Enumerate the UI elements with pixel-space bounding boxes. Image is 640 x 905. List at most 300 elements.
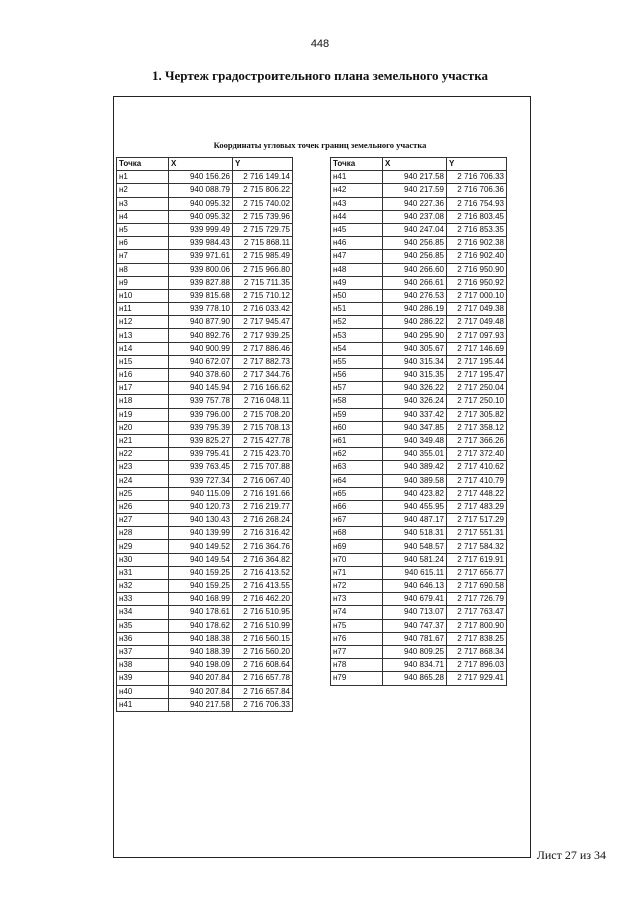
y-cell: 2 717 838.25 [447, 632, 507, 645]
x-cell: 940 326.24 [383, 395, 447, 408]
x-cell: 940 247.04 [383, 223, 447, 236]
x-cell: 939 825.27 [169, 434, 233, 447]
table-row [117, 369, 293, 382]
y-cell: 2 716 657.84 [233, 685, 293, 698]
coordinates-table-left [116, 157, 293, 712]
table-row [117, 421, 293, 434]
x-cell: 939 800.06 [169, 263, 233, 276]
point-cell: н55 [331, 355, 383, 368]
table-row [331, 527, 507, 540]
point-cell: н66 [331, 500, 383, 513]
point-cell: н69 [331, 540, 383, 553]
x-cell: 940 389.58 [383, 474, 447, 487]
y-cell: 2 715 729.75 [233, 223, 293, 236]
table-row [331, 553, 507, 566]
point-cell: н73 [331, 593, 383, 606]
table-row [331, 316, 507, 329]
y-cell: 2 717 800.90 [447, 619, 507, 632]
y-cell: 2 717 448.22 [447, 487, 507, 500]
x-cell: 940 156.26 [169, 171, 233, 184]
y-cell: 2 715 423.70 [233, 448, 293, 461]
x-cell: 940 389.42 [383, 461, 447, 474]
y-cell: 2 717 896.03 [447, 659, 507, 672]
coordinates-table-right [330, 157, 507, 686]
table-row [331, 659, 507, 672]
x-cell: 940 188.39 [169, 645, 233, 658]
y-cell: 2 715 710.12 [233, 289, 293, 302]
x-cell: 940 672.07 [169, 355, 233, 368]
point-cell: н29 [117, 540, 169, 553]
table-row [117, 461, 293, 474]
point-cell: н18 [117, 395, 169, 408]
point-cell: н65 [331, 487, 383, 500]
table-row [117, 645, 293, 658]
header-y: Y [447, 158, 507, 171]
point-cell: н59 [331, 408, 383, 421]
table-row [117, 303, 293, 316]
table-row [117, 395, 293, 408]
point-cell: н7 [117, 250, 169, 263]
table-row [117, 263, 293, 276]
table-row [117, 342, 293, 355]
x-cell: 939 815.68 [169, 289, 233, 302]
table-row [117, 210, 293, 223]
x-cell: 940 217.58 [383, 171, 447, 184]
x-cell: 940 646.13 [383, 580, 447, 593]
x-cell: 940 149.52 [169, 540, 233, 553]
x-cell: 940 326.22 [383, 382, 447, 395]
point-cell: н20 [117, 421, 169, 434]
point-cell: н78 [331, 659, 383, 672]
y-cell: 2 717 410.79 [447, 474, 507, 487]
table-row [117, 659, 293, 672]
table-row [331, 171, 507, 184]
y-cell: 2 717 344.76 [233, 369, 293, 382]
y-cell: 2 717 146.69 [447, 342, 507, 355]
point-cell: н40 [117, 685, 169, 698]
point-cell: н1 [117, 171, 169, 184]
table-row [117, 698, 293, 711]
y-cell: 2 716 413.52 [233, 566, 293, 579]
table-row [117, 448, 293, 461]
table-row [331, 540, 507, 553]
x-cell: 940 120.73 [169, 500, 233, 513]
x-cell: 940 139.99 [169, 527, 233, 540]
x-cell: 940 168.99 [169, 593, 233, 606]
table-row [331, 421, 507, 434]
y-cell: 2 716 560.20 [233, 645, 293, 658]
point-cell: н17 [117, 382, 169, 395]
table-row [331, 645, 507, 658]
point-cell: н75 [331, 619, 383, 632]
x-cell: 940 295.90 [383, 329, 447, 342]
y-cell: 2 717 372.40 [447, 448, 507, 461]
x-cell: 940 095.32 [169, 210, 233, 223]
x-cell: 940 188.38 [169, 632, 233, 645]
table-row [117, 184, 293, 197]
x-cell: 940 355.01 [383, 448, 447, 461]
y-cell: 2 716 950.92 [447, 276, 507, 289]
x-cell: 940 518.31 [383, 527, 447, 540]
table-row [117, 580, 293, 593]
x-cell: 940 276.53 [383, 289, 447, 302]
point-cell: н72 [331, 580, 383, 593]
point-cell: н28 [117, 527, 169, 540]
point-cell: н51 [331, 303, 383, 316]
point-cell: н45 [331, 223, 383, 236]
table-row [331, 487, 507, 500]
table-row [117, 329, 293, 342]
point-cell: н70 [331, 553, 383, 566]
y-cell: 2 717 551.31 [447, 527, 507, 540]
x-cell: 939 795.41 [169, 448, 233, 461]
header-x: X [169, 158, 233, 171]
point-cell: н25 [117, 487, 169, 500]
x-cell: 939 757.78 [169, 395, 233, 408]
y-cell: 2 717 049.48 [447, 316, 507, 329]
table-row [117, 593, 293, 606]
table-row [331, 197, 507, 210]
y-cell: 2 716 706.33 [233, 698, 293, 711]
table-row [331, 237, 507, 250]
x-cell: 940 217.59 [383, 184, 447, 197]
table-row [117, 685, 293, 698]
y-cell: 2 717 000.10 [447, 289, 507, 302]
point-cell: н34 [117, 606, 169, 619]
point-cell: н68 [331, 527, 383, 540]
point-cell: н54 [331, 342, 383, 355]
x-cell: 940 615.11 [383, 566, 447, 579]
table-row [117, 250, 293, 263]
table-row [117, 500, 293, 513]
y-cell: 2 717 366.26 [447, 434, 507, 447]
y-cell: 2 717 939.25 [233, 329, 293, 342]
x-cell: 940 237.08 [383, 210, 447, 223]
point-cell: н42 [331, 184, 383, 197]
y-cell: 2 715 711.35 [233, 276, 293, 289]
y-cell: 2 716 048.11 [233, 395, 293, 408]
point-cell: н27 [117, 514, 169, 527]
x-cell: 940 159.25 [169, 566, 233, 579]
point-cell: н12 [117, 316, 169, 329]
y-cell: 2 717 619.91 [447, 553, 507, 566]
x-cell: 940 088.79 [169, 184, 233, 197]
table-row [331, 342, 507, 355]
point-cell: н57 [331, 382, 383, 395]
y-cell: 2 716 510.95 [233, 606, 293, 619]
x-cell: 940 178.61 [169, 606, 233, 619]
point-cell: н64 [331, 474, 383, 487]
x-cell: 940 305.67 [383, 342, 447, 355]
table-row [117, 606, 293, 619]
x-cell: 940 145.94 [169, 382, 233, 395]
x-cell: 940 877.90 [169, 316, 233, 329]
table-row [117, 355, 293, 368]
y-cell: 2 716 067.40 [233, 474, 293, 487]
point-cell: н30 [117, 553, 169, 566]
table-row [331, 448, 507, 461]
y-cell: 2 717 097.93 [447, 329, 507, 342]
y-cell: 2 716 364.82 [233, 553, 293, 566]
y-cell: 2 717 483.29 [447, 500, 507, 513]
point-cell: н22 [117, 448, 169, 461]
table-row [331, 276, 507, 289]
point-cell: н62 [331, 448, 383, 461]
x-cell: 940 130.43 [169, 514, 233, 527]
x-cell: 940 286.19 [383, 303, 447, 316]
table-header-row [331, 158, 507, 171]
table-row [331, 408, 507, 421]
x-cell: 940 349.48 [383, 434, 447, 447]
table-body-right [331, 171, 507, 685]
y-cell: 2 717 763.47 [447, 606, 507, 619]
y-cell: 2 717 358.12 [447, 421, 507, 434]
point-cell: н67 [331, 514, 383, 527]
table-row [117, 382, 293, 395]
point-cell: н63 [331, 461, 383, 474]
point-cell: н52 [331, 316, 383, 329]
point-cell: н35 [117, 619, 169, 632]
table-row [331, 250, 507, 263]
point-cell: н3 [117, 197, 169, 210]
table-row [331, 474, 507, 487]
sheet-number: Лист 27 из 34 [536, 848, 606, 862]
y-cell: 2 717 584.32 [447, 540, 507, 553]
y-cell: 2 715 740.02 [233, 197, 293, 210]
x-cell: 940 747.37 [383, 619, 447, 632]
table-row [331, 395, 507, 408]
y-cell: 2 716 706.36 [447, 184, 507, 197]
point-cell: н11 [117, 303, 169, 316]
y-cell: 2 717 517.29 [447, 514, 507, 527]
point-cell: н16 [117, 369, 169, 382]
point-cell: н47 [331, 250, 383, 263]
point-cell: н9 [117, 276, 169, 289]
point-cell: н13 [117, 329, 169, 342]
y-cell: 2 716 706.33 [447, 171, 507, 184]
point-cell: н24 [117, 474, 169, 487]
table-row [331, 580, 507, 593]
table-row [117, 553, 293, 566]
table-row [117, 408, 293, 421]
x-cell: 940 159.25 [169, 580, 233, 593]
header-point: Точка [117, 158, 169, 171]
header-x: X [383, 158, 447, 171]
y-cell: 2 717 410.62 [447, 461, 507, 474]
x-cell: 940 347.85 [383, 421, 447, 434]
point-cell: н53 [331, 329, 383, 342]
point-cell: н2 [117, 184, 169, 197]
y-cell: 2 715 708.13 [233, 421, 293, 434]
point-cell: н6 [117, 237, 169, 250]
table-row [117, 527, 293, 540]
table-body-left [117, 171, 293, 712]
table-row [117, 434, 293, 447]
x-cell: 939 827.88 [169, 276, 233, 289]
table-row [117, 237, 293, 250]
page-number: 448 [310, 38, 330, 50]
point-cell: н10 [117, 289, 169, 302]
table-row [331, 289, 507, 302]
x-cell: 940 423.82 [383, 487, 447, 500]
table-row [117, 619, 293, 632]
table-row [331, 303, 507, 316]
x-cell: 940 581.24 [383, 553, 447, 566]
x-cell: 940 198.09 [169, 659, 233, 672]
y-cell: 2 715 427.78 [233, 434, 293, 447]
point-cell: н76 [331, 632, 383, 645]
document-heading: 1. Чертеж градостроительного плана земельного участка [151, 68, 488, 83]
x-cell: 940 834.71 [383, 659, 447, 672]
y-cell: 2 716 902.38 [447, 237, 507, 250]
x-cell: 940 217.58 [169, 698, 233, 711]
point-cell: н61 [331, 434, 383, 447]
point-cell: н8 [117, 263, 169, 276]
point-cell: н38 [117, 659, 169, 672]
table-row [331, 355, 507, 368]
table-row [117, 474, 293, 487]
point-cell: н33 [117, 593, 169, 606]
table-row [117, 672, 293, 685]
x-cell: 940 256.85 [383, 250, 447, 263]
y-cell: 2 716 413.55 [233, 580, 293, 593]
x-cell: 940 865.28 [383, 672, 447, 685]
table-row [331, 632, 507, 645]
y-cell: 2 716 462.20 [233, 593, 293, 606]
point-cell: н23 [117, 461, 169, 474]
y-cell: 2 716 950.90 [447, 263, 507, 276]
point-cell: н79 [331, 672, 383, 685]
table-row [117, 514, 293, 527]
table-row [117, 632, 293, 645]
y-cell: 2 715 868.11 [233, 237, 293, 250]
table-row [331, 606, 507, 619]
x-cell: 939 971.61 [169, 250, 233, 263]
y-cell: 2 716 657.78 [233, 672, 293, 685]
y-cell: 2 715 707.88 [233, 461, 293, 474]
y-cell: 2 716 364.76 [233, 540, 293, 553]
y-cell: 2 715 708.20 [233, 408, 293, 421]
y-cell: 2 716 560.15 [233, 632, 293, 645]
y-cell: 2 717 195.44 [447, 355, 507, 368]
point-cell: н31 [117, 566, 169, 579]
table-row [331, 672, 507, 685]
table-row [331, 500, 507, 513]
y-cell: 2 715 985.49 [233, 250, 293, 263]
x-cell: 940 378.60 [169, 369, 233, 382]
x-cell: 940 315.35 [383, 369, 447, 382]
x-cell: 940 207.84 [169, 672, 233, 685]
point-cell: н56 [331, 369, 383, 382]
table-row [331, 514, 507, 527]
y-cell: 2 716 608.64 [233, 659, 293, 672]
table-row [331, 434, 507, 447]
table-row [331, 210, 507, 223]
table-row [117, 171, 293, 184]
x-cell: 940 256.85 [383, 237, 447, 250]
x-cell: 939 795.39 [169, 421, 233, 434]
table-row [331, 329, 507, 342]
table-row [331, 184, 507, 197]
y-cell: 2 716 853.35 [447, 223, 507, 236]
point-cell: н5 [117, 223, 169, 236]
header-point: Точка [331, 158, 383, 171]
y-cell: 2 717 882.73 [233, 355, 293, 368]
x-cell: 940 337.42 [383, 408, 447, 421]
point-cell: н4 [117, 210, 169, 223]
x-cell: 940 809.25 [383, 645, 447, 658]
table-row [117, 276, 293, 289]
y-cell: 2 715 739.96 [233, 210, 293, 223]
point-cell: н41 [331, 171, 383, 184]
point-cell: н36 [117, 632, 169, 645]
y-cell: 2 716 219.77 [233, 500, 293, 513]
table-row [117, 316, 293, 329]
table-row [331, 369, 507, 382]
table-row [331, 461, 507, 474]
x-cell: 940 713.07 [383, 606, 447, 619]
y-cell: 2 717 250.10 [447, 395, 507, 408]
table-row [331, 223, 507, 236]
x-cell: 939 984.43 [169, 237, 233, 250]
x-cell: 939 763.45 [169, 461, 233, 474]
table-row [331, 263, 507, 276]
y-cell: 2 717 195.47 [447, 369, 507, 382]
x-cell: 940 095.32 [169, 197, 233, 210]
table-row [117, 566, 293, 579]
x-cell: 940 266.61 [383, 276, 447, 289]
y-cell: 2 716 191.66 [233, 487, 293, 500]
point-cell: н21 [117, 434, 169, 447]
point-cell: н58 [331, 395, 383, 408]
y-cell: 2 716 510.99 [233, 619, 293, 632]
table-row [331, 566, 507, 579]
table-row [117, 197, 293, 210]
point-cell: н19 [117, 408, 169, 421]
x-cell: 940 266.60 [383, 263, 447, 276]
y-cell: 2 716 803.45 [447, 210, 507, 223]
x-cell: 940 227.36 [383, 197, 447, 210]
y-cell: 2 716 149.14 [233, 171, 293, 184]
y-cell: 2 715 966.80 [233, 263, 293, 276]
x-cell: 940 207.84 [169, 685, 233, 698]
y-cell: 2 717 929.41 [447, 672, 507, 685]
point-cell: н43 [331, 197, 383, 210]
y-cell: 2 717 726.79 [447, 593, 507, 606]
x-cell: 940 900.99 [169, 342, 233, 355]
point-cell: н77 [331, 645, 383, 658]
table-row [117, 289, 293, 302]
y-cell: 2 716 316.42 [233, 527, 293, 540]
x-cell: 939 778.10 [169, 303, 233, 316]
x-cell: 939 999.49 [169, 223, 233, 236]
point-cell: н37 [117, 645, 169, 658]
point-cell: н60 [331, 421, 383, 434]
x-cell: 939 727.34 [169, 474, 233, 487]
table-row [117, 487, 293, 500]
y-cell: 2 716 033.42 [233, 303, 293, 316]
table-row [117, 540, 293, 553]
table-caption: Координаты угловых точек границ земельного участка [213, 140, 427, 150]
y-cell: 2 717 656.77 [447, 566, 507, 579]
y-cell: 2 716 754.93 [447, 197, 507, 210]
y-cell: 2 716 268.24 [233, 514, 293, 527]
point-cell: н49 [331, 276, 383, 289]
point-cell: н74 [331, 606, 383, 619]
x-cell: 940 149.54 [169, 553, 233, 566]
y-cell: 2 716 902.40 [447, 250, 507, 263]
y-cell: 2 717 049.38 [447, 303, 507, 316]
